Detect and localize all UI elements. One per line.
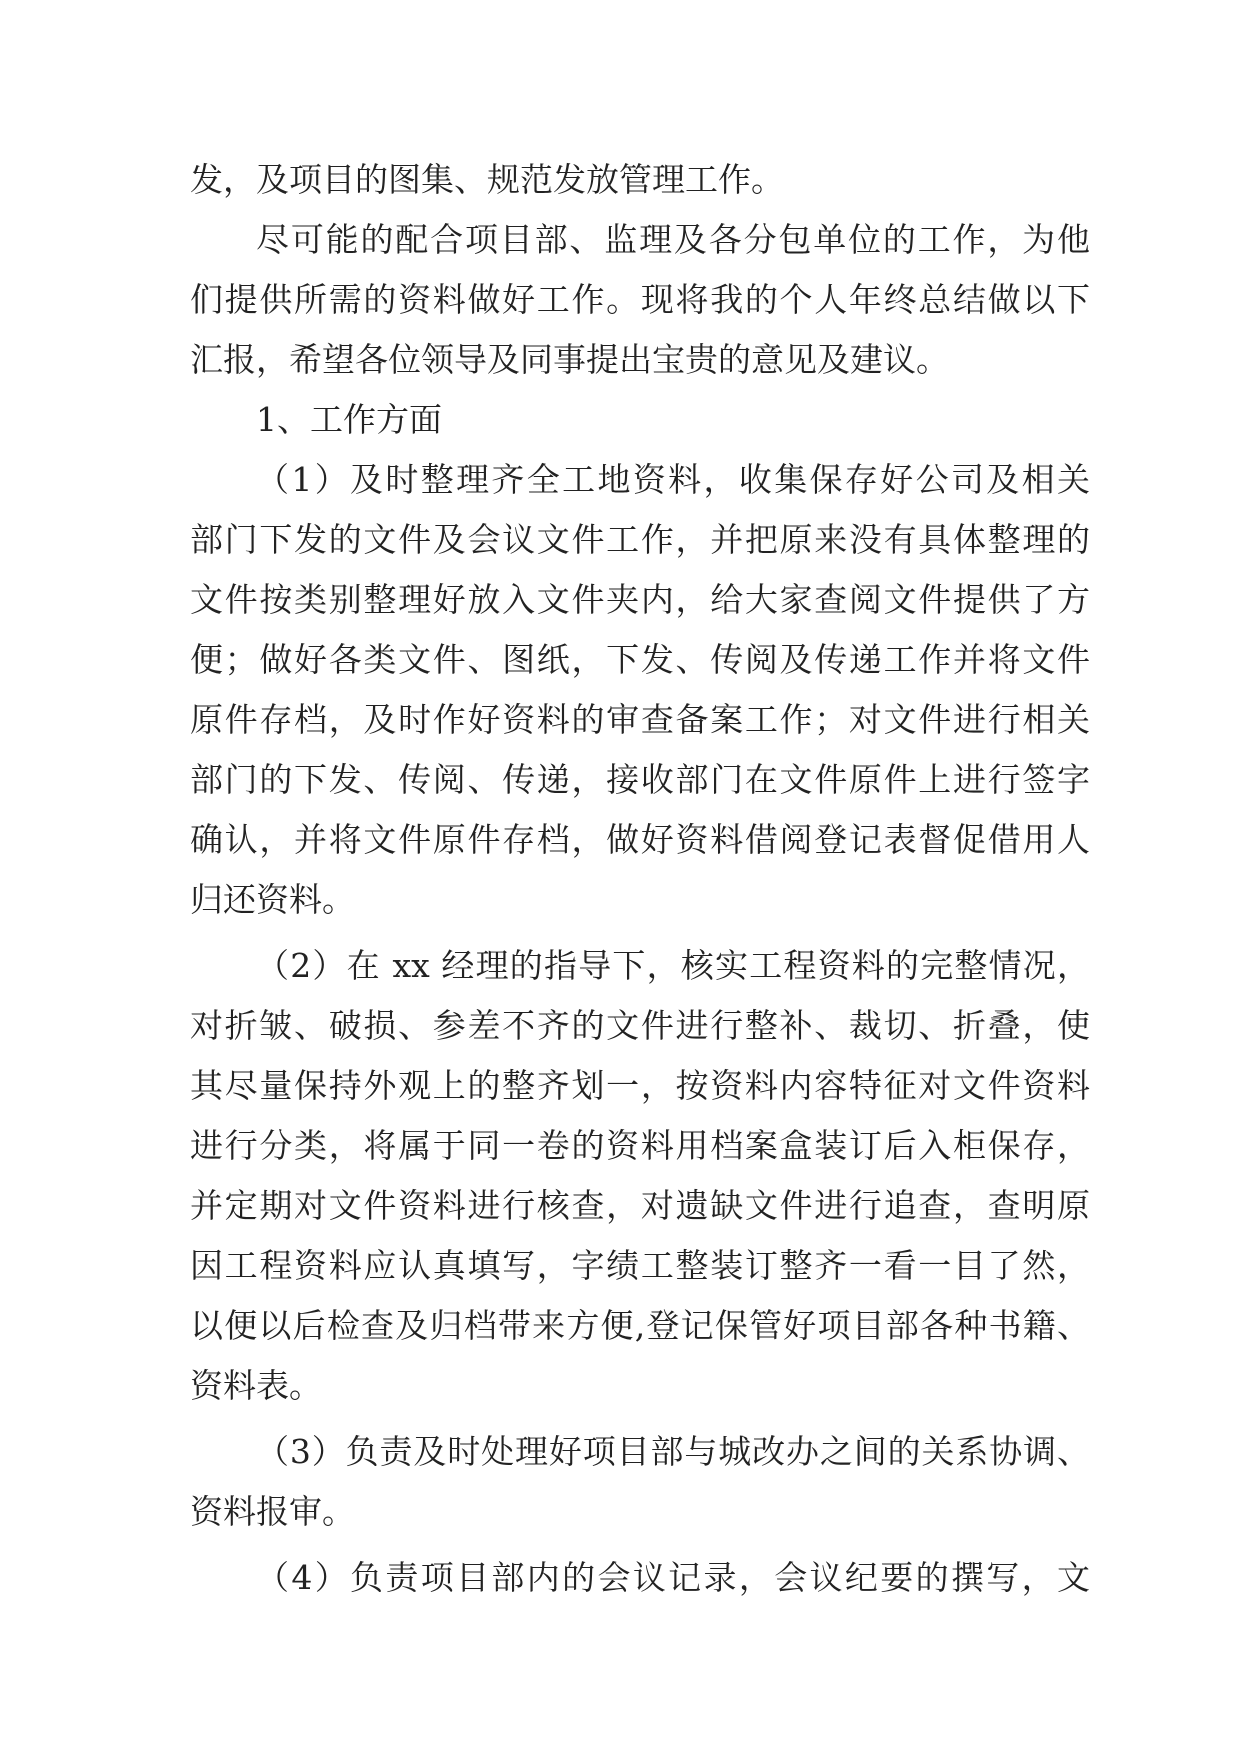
text-line: （1）及时整理齐全工地资料，收集保存好公司及相关 [256,460,1090,499]
text-line: 们提供所需的资料做好工作。现将我的个人年终总结做以下 [190,280,1090,319]
text-line: 进行分类，将属于同一卷的资料用档案盒装订后入柜保存， [190,1126,1090,1165]
text-line: 资料表。 [190,1366,322,1405]
text-line: 归还资料。 [190,880,355,919]
text-line: 因工程资料应认真填写，字绩工整装订整齐一看一目了然， [190,1246,1090,1285]
text-line: （2）在 xx 经理的指导下，核实工程资料的完整情况， [256,946,1090,985]
text-line: 部门下发的文件及会议文件工作，并把原来没有具体整理的 [190,520,1090,559]
section-heading: 1、工作方面 [256,400,442,439]
text-line: （3）负责及时处理好项目部与城改办之间的关系协调、 [256,1432,1090,1471]
text-line: 以便以后检查及归档带来方便,登记保管好项目部各种书籍、 [190,1306,1090,1345]
text-line: 其尽量保持外观上的整齐划一，按资料内容特征对文件资料 [190,1066,1090,1105]
text-line: 便；做好各类文件、图纸，下发、传阅及传递工作并将文件 [190,640,1090,679]
text-line: 部门的下发、传阅、传递，接收部门在文件原件上进行签字 [190,760,1090,799]
text-line: 汇报，希望各位领导及同事提出宝贵的意见及建议。 [190,340,949,379]
text-line: 文件按类别整理好放入文件夹内，给大家查阅文件提供了方 [190,580,1090,619]
text-line: 并定期对文件资料进行核查，对遗缺文件进行追查，查明原 [190,1186,1090,1225]
text-line: 确认，并将文件原件存档，做好资料借阅登记表督促借用人 [190,820,1090,859]
text-line: 发，及项目的图集、规范发放管理工作。 [190,160,784,199]
text-line: （4）负责项目部内的会议记录，会议纪要的撰写，文 [256,1558,1090,1597]
text-line: 原件存档，及时作好资料的审查备案工作；对文件进行相关 [190,700,1090,739]
text-line: 资料报审。 [190,1492,355,1531]
text-line: 尽可能的配合项目部、监理及各分包单位的工作，为他 [256,220,1090,259]
text-line: 对折皱、破损、参差不齐的文件进行整补、裁切、折叠，使 [190,1006,1090,1045]
